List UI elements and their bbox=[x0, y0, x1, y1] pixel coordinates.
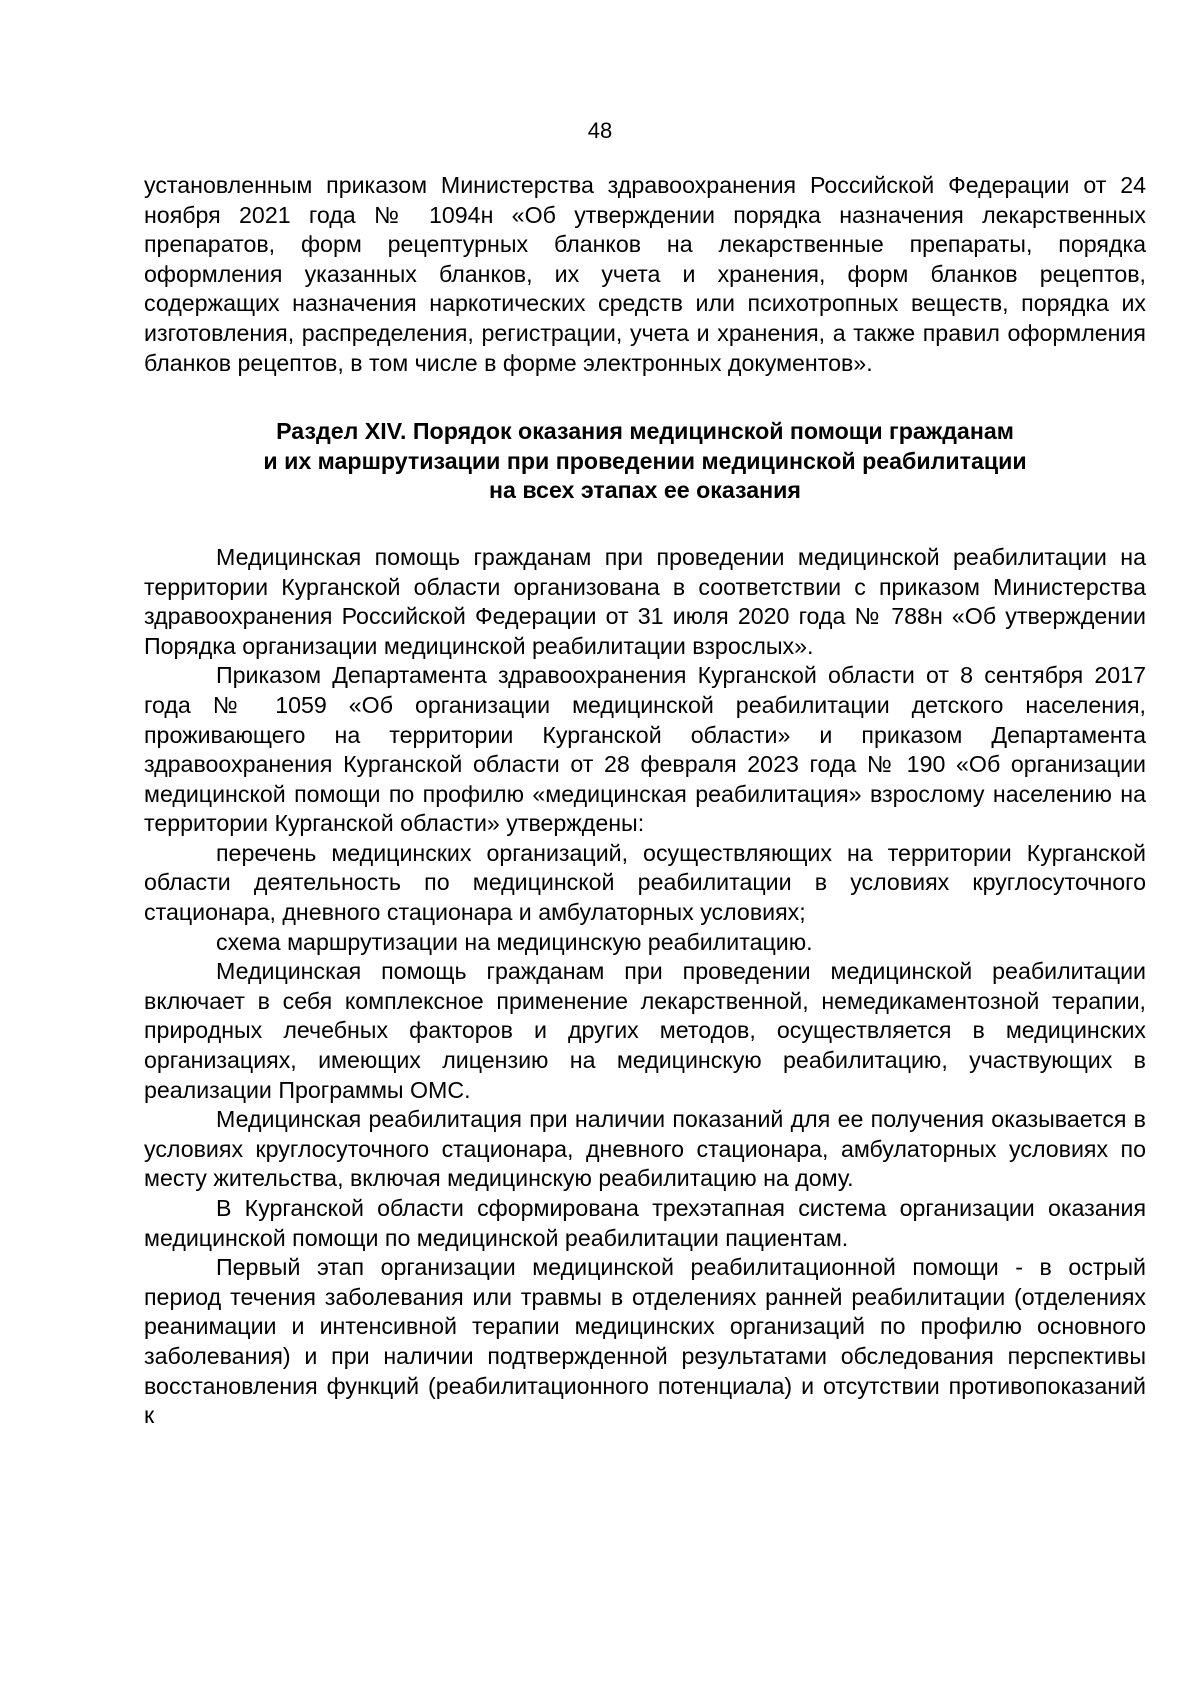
paragraph-rehab-conditions: Медицинская реабилитация при наличии показаний для ее получения оказывается в условиях круглосуточного стационара, дневного стационара, амбулаторных условиях по месту жительства, включая медицинскую реабилитацию на дому. bbox=[144, 1106, 1146, 1192]
paragraph-three-stage-system: В Курганской области сформирована трехэтапная система организации оказания медицинской помощи по медицинской реабилитации пациентам. bbox=[144, 1195, 1146, 1251]
document-body bbox=[144, 171, 1146, 1431]
paragraph-list-organizations: перечень медицинских организаций, осуществляющих на территории Курганской области деятельность по медицинской реабилитации в условиях круглосуточного стационара, дневного стационара и амбулаторных условиях; bbox=[144, 839, 1146, 926]
paragraph-routing-scheme: схема маршрутизации на медицинскую реабилитацию. bbox=[216, 928, 813, 955]
section-heading-line-1: Раздел XIV. Порядок оказания медицинской помощи гражданам bbox=[276, 418, 1014, 445]
intro-paragraph: установленным приказом Министерства здравоохранения Российской Федерации от 24 ноября 2021 года № 1094н «Об утверждении порядка назначения лекарственных препаратов, форм рецептурных бланков на лекарственные препараты, порядка оформления указанных бланков, их учета и хранения, форм бланков рецептов, содержащих назначения наркотических средств или психотропных веществ, порядка их изготовления, распределения, регистрации, учета и хранения, а также правил оформления бланков рецептов, в том числе в форме электронных документов». bbox=[144, 172, 1146, 376]
paragraph-rehab-organization: Медицинская помощь гражданам при проведении медицинской реабилитации на территории Курганской области организована в соответствии с приказом Министерства здравоохранения Российской Федерации от 31 июля 2020 года № 788н «Об утверждении Порядка организации медицинской реабилитации взрослых». bbox=[144, 543, 1146, 659]
paragraph-first-stage: Первый этап организации медицинской реабилитационной помощи - в острый период течения заболевания или травмы в отделениях ранней реабилитации (отделениях реанимации и интенсивной терапии медицинских организаций по профилю основного заболевания) и при наличии подтвержденной результатами обследования перспективы восстановления функций (реабилитационного потенциала) и отсутствии противопоказаний к bbox=[144, 1254, 1146, 1429]
page-number: 48 bbox=[587, 118, 613, 143]
paragraph-rehab-scope: Медицинская помощь гражданам при проведении медицинской реабилитации включает в себя комплексное применение лекарственной, немедикаментозной терапии, природных лечебных факторов и других методов, осуществляется в медицинских организациях, имеющих лицензию на медицинскую реабилитацию, участвующих в реализации Программы ОМС. bbox=[144, 958, 1146, 1103]
section-heading-line-2: и их маршрутизации при проведении медицинской реабилитации bbox=[263, 447, 1027, 474]
paragraph-department-orders: Приказом Департамента здравоохранения Курганской области от 8 сентября 2017 года № 1059 «Об организации медицинской реабилитации детского населения, проживающего на территории Курганской области» и приказом Департамента здравоохранения Курганской области от 28 февраля 2023 года № 190 «Об организации медицинской помощи по профилю «медицинская реабилитация» взрослому населению на территории Курганской области» утверждены: bbox=[144, 662, 1146, 837]
section-heading-line-3: на всех этапах ее оказания bbox=[489, 477, 801, 504]
section-heading bbox=[144, 417, 1146, 506]
